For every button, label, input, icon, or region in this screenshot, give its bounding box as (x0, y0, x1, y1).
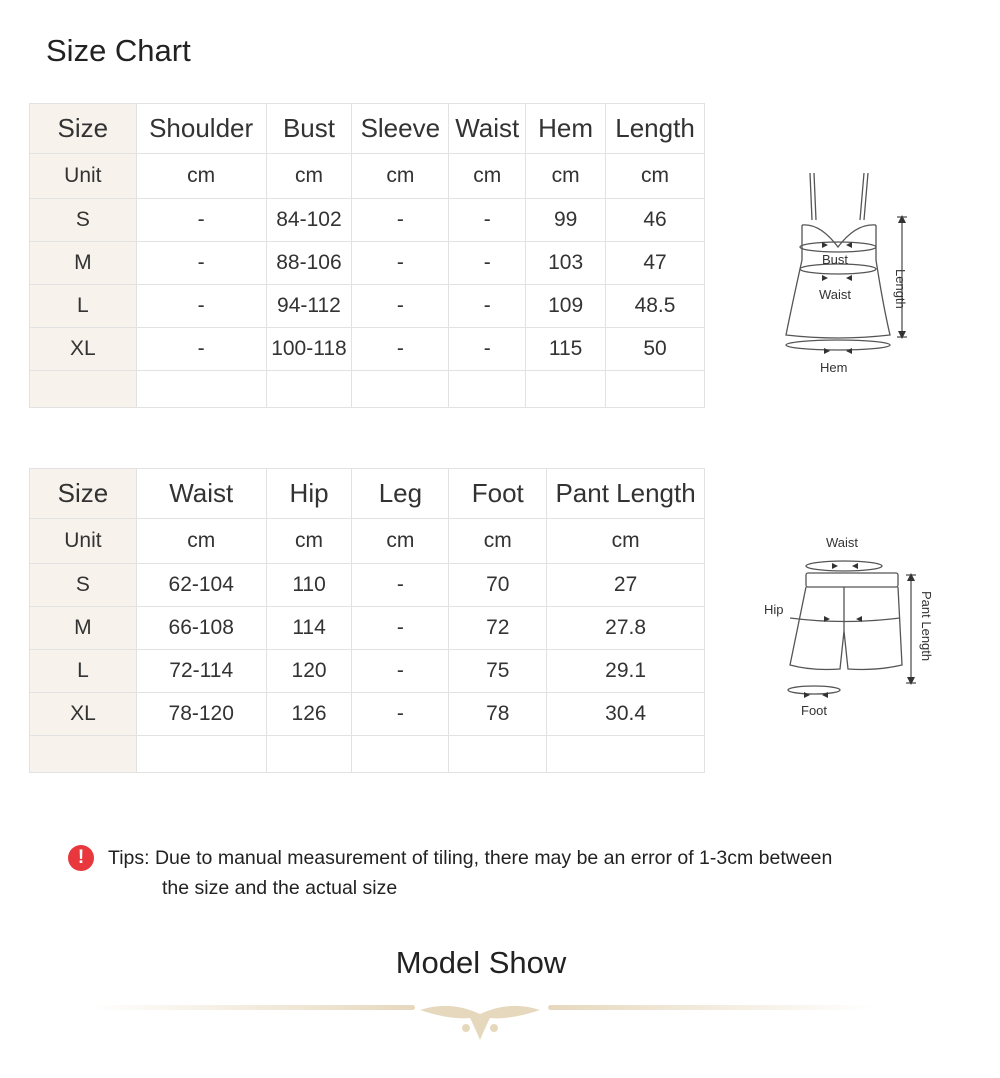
hip-label: Hip (764, 602, 784, 617)
bust-label: Bust (822, 252, 849, 267)
table-cell: 126 (266, 693, 352, 736)
table-cell: 78-120 (136, 693, 266, 736)
camisole-diagram (780, 165, 950, 380)
waist-label: Waist (819, 287, 852, 302)
size-cell: S (30, 199, 137, 242)
table-cell: - (352, 607, 449, 650)
size-cell: XL (30, 328, 137, 371)
pant-length-label: Pant Length (919, 591, 934, 662)
header-cell: Waist (449, 104, 526, 154)
header-cell: Hem (526, 104, 606, 154)
table-cell: 29.1 (547, 650, 705, 693)
table-cell: - (352, 693, 449, 736)
bottom-size-table (29, 468, 705, 773)
table-cell: 94-112 (266, 285, 352, 328)
header-cell: Leg (352, 469, 449, 519)
table-cell: - (352, 328, 449, 371)
unit-cell: cm (526, 154, 606, 199)
header-cell: Bust (266, 104, 352, 154)
table-cell: 110 (266, 564, 352, 607)
table-cell: 27 (547, 564, 705, 607)
table-cell: - (449, 328, 526, 371)
table-cell: - (352, 564, 449, 607)
header-cell: Pant Length (547, 469, 705, 519)
length-label: Length (893, 269, 908, 309)
shorts-diagram (760, 535, 950, 725)
table-cell: - (352, 242, 449, 285)
size-cell: S (30, 564, 137, 607)
header-cell: Length (606, 104, 705, 154)
header-cell: Hip (266, 469, 352, 519)
table-cell: - (449, 242, 526, 285)
header-cell: Size (30, 104, 137, 154)
unit-cell: cm (266, 154, 352, 199)
tips-line-1: Tips: Due to manual measurement of tiling, there may be an error of 1-3cm between (108, 847, 833, 869)
header-cell: Shoulder (136, 104, 266, 154)
table-cell: 114 (266, 607, 352, 650)
table-cell: - (449, 285, 526, 328)
tips-line-2: the size and the actual size (162, 877, 398, 899)
table-cell: - (136, 285, 266, 328)
table-cell: - (449, 199, 526, 242)
size-cell: XL (30, 693, 137, 736)
table-cell: 120 (266, 650, 352, 693)
camisole-outline-icon (780, 165, 950, 380)
size-cell: L (30, 285, 137, 328)
table-cell: - (136, 199, 266, 242)
header-cell: Waist (136, 469, 266, 519)
table-cell: 109 (526, 285, 606, 328)
unit-cell: cm (449, 154, 526, 199)
table-row (30, 564, 705, 607)
unit-cell: cm (136, 519, 266, 564)
table-cell: 75 (449, 650, 547, 693)
ornamental-divider-icon (90, 998, 880, 1053)
table-cell: 48.5 (606, 285, 705, 328)
table-cell: - (136, 328, 266, 371)
table-cell: 99 (526, 199, 606, 242)
hem-label: Hem (820, 360, 848, 375)
table-row (30, 607, 705, 650)
top-size-table (29, 103, 705, 408)
unit-row (30, 519, 705, 564)
blank-row (30, 371, 705, 408)
table-cell: - (352, 199, 449, 242)
model-show-heading: Model Show (395, 945, 567, 980)
size-cell: L (30, 650, 137, 693)
unit-row (30, 154, 705, 199)
table-row (30, 693, 705, 736)
unit-cell: cm (136, 154, 266, 199)
table-cell: 88-106 (266, 242, 352, 285)
unit-cell: cm (352, 154, 449, 199)
table-cell: 70 (449, 564, 547, 607)
table-cell: 30.4 (547, 693, 705, 736)
foot-label: Foot (801, 703, 828, 718)
table-cell: 72-114 (136, 650, 266, 693)
table-cell: 72 (449, 607, 547, 650)
header-cell: Sleeve (352, 104, 449, 154)
waist-label: Waist (826, 535, 859, 550)
table-cell: 47 (606, 242, 705, 285)
table-row (30, 285, 705, 328)
header-cell: Size (30, 469, 137, 519)
page-title: Size Chart (46, 33, 191, 68)
table-cell: 103 (526, 242, 606, 285)
table-row (30, 650, 705, 693)
table-row (30, 199, 705, 242)
size-cell: M (30, 607, 137, 650)
exclamation-icon: ! (68, 845, 94, 871)
table-row (30, 242, 705, 285)
table-header-row (30, 104, 705, 154)
table-cell: - (352, 285, 449, 328)
unit-cell: Unit (30, 519, 137, 564)
table-cell: 100-118 (266, 328, 352, 371)
unit-cell: cm (547, 519, 705, 564)
table-cell: 84-102 (266, 199, 352, 242)
table-cell: 50 (606, 328, 705, 371)
unit-cell: cm (606, 154, 705, 199)
table-cell: 62-104 (136, 564, 266, 607)
unit-cell: cm (266, 519, 352, 564)
table-cell: 78 (449, 693, 547, 736)
size-cell: M (30, 242, 137, 285)
table-cell: 27.8 (547, 607, 705, 650)
header-cell: Foot (449, 469, 547, 519)
table-row (30, 328, 705, 371)
table-cell: 66-108 (136, 607, 266, 650)
table-header-row (30, 469, 705, 519)
table-cell: 46 (606, 199, 705, 242)
unit-cell: cm (449, 519, 547, 564)
unit-cell: cm (352, 519, 449, 564)
table-cell: - (352, 650, 449, 693)
table-cell: - (136, 242, 266, 285)
unit-cell: Unit (30, 154, 137, 199)
table-cell: 115 (526, 328, 606, 371)
blank-row (30, 736, 705, 773)
